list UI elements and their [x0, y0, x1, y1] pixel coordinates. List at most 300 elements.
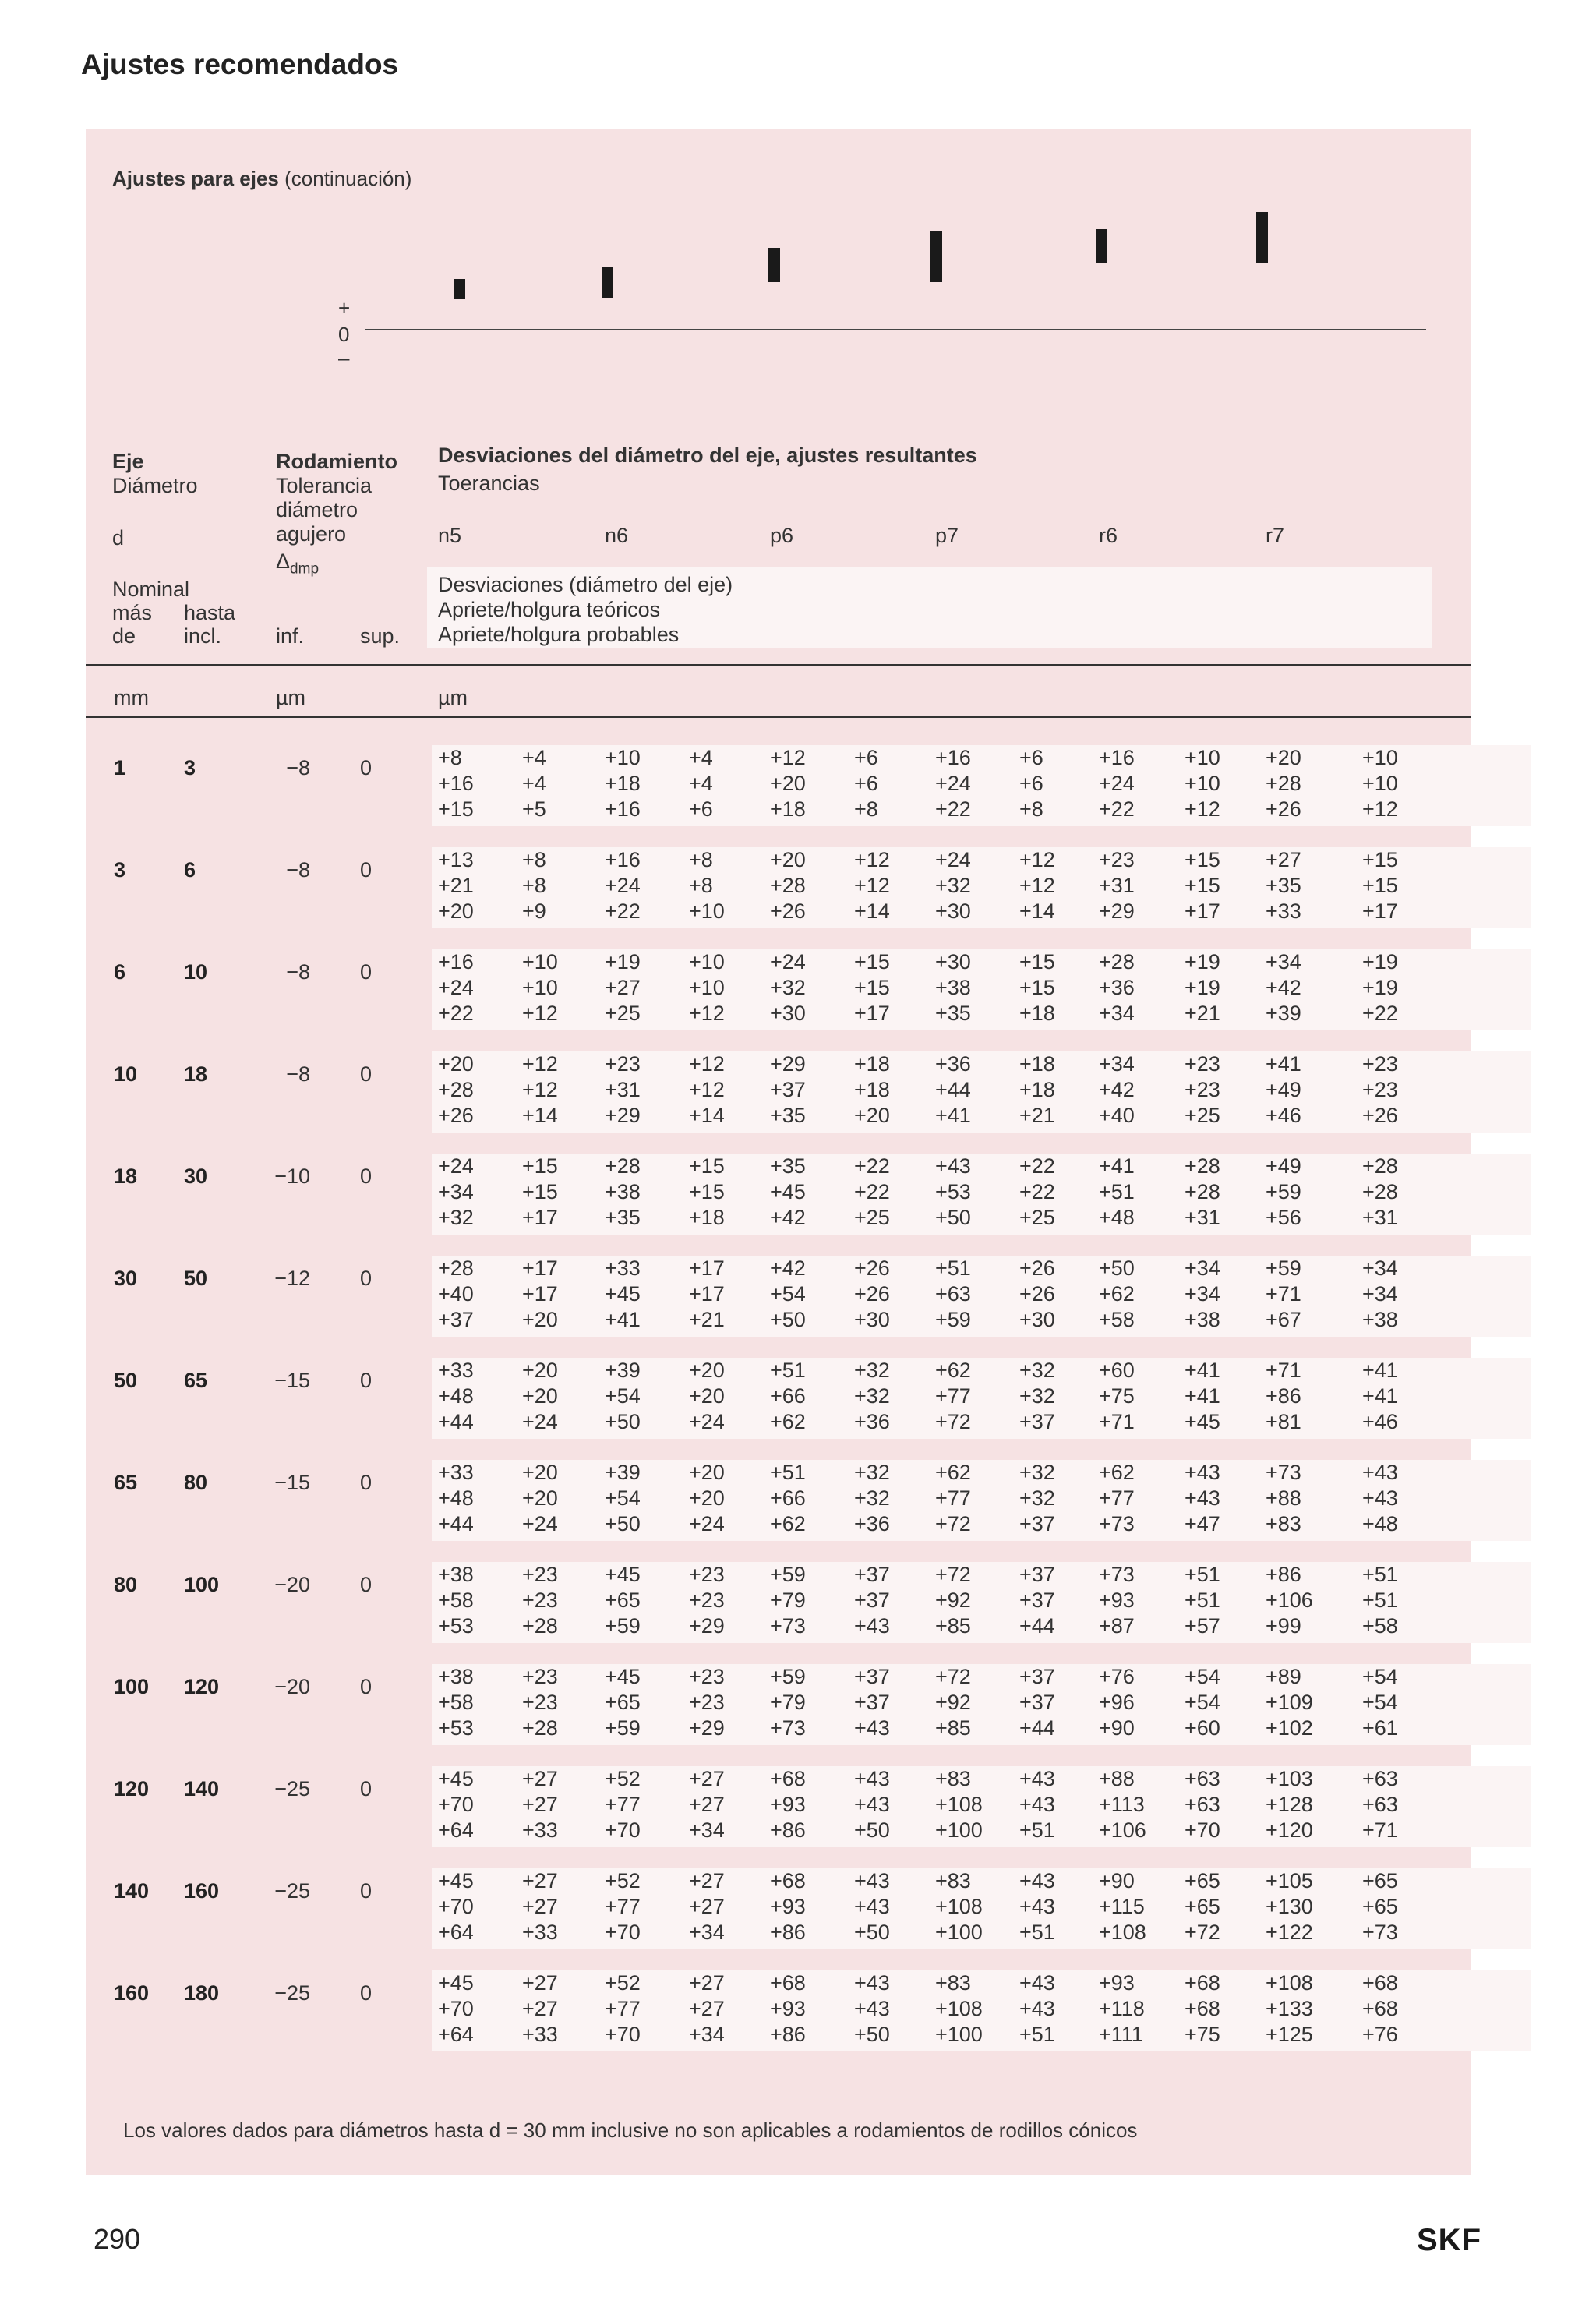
cell-value: +31 [1362, 1206, 1398, 1229]
cell-value: +43 [854, 1895, 890, 1918]
cell-value: +50 [935, 1206, 971, 1229]
bore-tolerance-inf: −10 [274, 1164, 310, 1188]
cell-value: +60 [1185, 1716, 1220, 1740]
cell-value: +111 [1099, 2023, 1143, 2046]
cell-value: +51 [1185, 1563, 1220, 1586]
table-cell [1266, 847, 1340, 924]
cell-value: +76 [1362, 2023, 1398, 2046]
cell-value: +25 [1185, 1104, 1220, 1127]
table-cell [605, 1051, 680, 1129]
cell-value: +63 [1362, 1767, 1398, 1790]
table-cell [438, 1562, 513, 1639]
cell-value: +61 [1362, 1716, 1398, 1740]
cell-value: +106 [1266, 1588, 1313, 1612]
cell-value: +8 [522, 848, 546, 871]
cell-value: +26 [1266, 797, 1301, 821]
table-cell [1266, 1154, 1340, 1231]
cell-value: +30 [1019, 1308, 1055, 1331]
cell-value: +68 [1185, 1971, 1220, 1995]
cell-value: +37 [1019, 1665, 1055, 1688]
cell-value: +50 [605, 1410, 641, 1433]
table-cell [935, 949, 1010, 1027]
cell-value: +27 [689, 1793, 725, 1816]
cell-value: +28 [522, 1614, 558, 1638]
table-cell [438, 1460, 513, 1537]
cell-value: +34 [1099, 1002, 1135, 1025]
cell-value: +22 [438, 1002, 474, 1025]
table-cell [854, 1868, 929, 1945]
unit-um-bearing: µm [276, 686, 306, 709]
tolerance-bar-n6 [602, 267, 613, 298]
cell-value: +64 [438, 2023, 474, 2046]
table-cell [1185, 1256, 1259, 1333]
table-cell [1266, 1460, 1340, 1537]
cell-value: +128 [1266, 1793, 1313, 1816]
cell-value: +6 [854, 746, 878, 769]
cell-value: +54 [770, 1282, 806, 1306]
table-cell [854, 1970, 929, 2048]
tolerance-class-p6: p6 [770, 524, 794, 547]
cell-value: +33 [438, 1461, 474, 1484]
bore-tolerance-sup: 0 [360, 1675, 373, 1698]
cell-value: +50 [854, 1818, 890, 1842]
cell-value: +41 [1362, 1384, 1398, 1408]
cell-value: +19 [1185, 976, 1220, 999]
cell-value: +90 [1099, 1716, 1135, 1740]
cell-value: +14 [854, 899, 890, 923]
table-cell [605, 847, 680, 924]
cell-value: +32 [854, 1461, 890, 1484]
cell-value: +28 [522, 1716, 558, 1740]
table-cell [770, 1051, 845, 1129]
cell-value: +8 [689, 848, 713, 871]
cell-value: +23 [1099, 848, 1135, 871]
table-cell [438, 745, 513, 822]
minus-sign: – [338, 346, 350, 369]
cell-value: +21 [689, 1308, 725, 1331]
cell-value: +51 [770, 1359, 806, 1382]
cell-value: +88 [1266, 1486, 1301, 1510]
cell-value: +20 [689, 1486, 725, 1510]
cell-value: +20 [522, 1308, 558, 1331]
cell-value: +51 [1362, 1563, 1398, 1586]
table-cell [854, 1154, 929, 1231]
cell-value: +70 [438, 1895, 474, 1918]
cell-value: +73 [770, 1614, 806, 1638]
cell-value: +66 [770, 1486, 806, 1510]
cell-value: +108 [935, 1997, 983, 2020]
cell-value: +15 [689, 1180, 725, 1203]
cell-value: +59 [1266, 1180, 1301, 1203]
cell-value: +42 [770, 1256, 806, 1280]
cell-value: +60 [1099, 1359, 1135, 1382]
cell-value: +13 [438, 848, 474, 871]
cell-value: +12 [1019, 874, 1055, 897]
cell-value: +86 [770, 2023, 806, 2046]
cell-value: +43 [854, 1971, 890, 1995]
cell-value: +12 [522, 1078, 558, 1101]
table-cell [605, 1766, 680, 1843]
cell-value: +48 [1362, 1512, 1398, 1535]
cell-value: +23 [1185, 1052, 1220, 1076]
diameter-incl: 6 [184, 858, 196, 882]
cell-value: +37 [1019, 1563, 1055, 1586]
cell-value: +26 [1362, 1104, 1398, 1127]
cell-value: +28 [438, 1256, 474, 1280]
cell-value: +120 [1266, 1818, 1313, 1842]
table-cell [770, 1766, 845, 1843]
cell-value: +20 [438, 899, 474, 923]
table-cell [935, 1358, 1010, 1435]
cell-value: +71 [1099, 1410, 1135, 1433]
cell-value: +43 [854, 1997, 890, 2020]
table-cell [689, 1051, 764, 1129]
cell-value: +24 [438, 976, 474, 999]
cell-value: +99 [1266, 1614, 1301, 1638]
table-cell [1019, 1154, 1094, 1231]
cell-value: +93 [770, 1997, 806, 2020]
table-cell [854, 745, 929, 822]
bore-tolerance-sup: 0 [360, 1164, 373, 1188]
cell-value: +6 [1019, 746, 1043, 769]
cell-value: +37 [1019, 1691, 1055, 1714]
cell-value: +23 [689, 1563, 725, 1586]
cell-value: +10 [689, 950, 725, 974]
cell-value: +10 [1362, 746, 1398, 769]
cell-value: +18 [854, 1052, 890, 1076]
cell-value: +73 [1099, 1512, 1135, 1535]
cell-value: +26 [1019, 1282, 1055, 1306]
diameter-over: 18 [114, 1164, 138, 1188]
cell-value: +19 [1362, 950, 1398, 974]
cell-value: +12 [522, 1002, 558, 1025]
cell-value: +16 [605, 848, 641, 871]
cell-value: +48 [438, 1486, 474, 1510]
zero-label: 0 [338, 323, 350, 346]
cell-value: +12 [854, 874, 890, 897]
table-cell [605, 1154, 680, 1231]
diameter-over: 30 [114, 1267, 138, 1290]
bore-tolerance-inf: −8 [286, 756, 310, 779]
cell-value: +100 [935, 2023, 983, 2046]
header-inf: inf. [276, 624, 305, 648]
table-cell [1099, 1154, 1174, 1231]
table-cell [1099, 1868, 1174, 1945]
bore-tolerance-inf: −8 [286, 960, 310, 984]
table-cell [1185, 745, 1259, 822]
cell-value: +18 [854, 1078, 890, 1101]
cell-value: +51 [1099, 1180, 1135, 1203]
diameter-incl: 140 [184, 1777, 220, 1800]
cell-value: +68 [770, 1767, 806, 1790]
cell-value: +32 [438, 1206, 474, 1229]
table-cell [1185, 1970, 1259, 2048]
cell-value: +14 [522, 1104, 558, 1127]
cell-value: +26 [854, 1282, 890, 1306]
table-cell [1099, 847, 1174, 924]
cell-value: +10 [522, 976, 558, 999]
table-cell [689, 1766, 764, 1843]
cell-value: +43 [854, 1767, 890, 1790]
cell-value: +25 [605, 1002, 641, 1025]
table-row [86, 1154, 1471, 1247]
cell-value: +8 [438, 746, 462, 769]
cell-value: +37 [854, 1588, 890, 1612]
cell-value: +103 [1266, 1767, 1313, 1790]
cell-value: +37 [854, 1563, 890, 1586]
cell-value: +4 [522, 772, 546, 795]
cell-value: +108 [1099, 1921, 1146, 1944]
cell-value: +15 [1185, 874, 1220, 897]
cell-value: +68 [1362, 1997, 1398, 2020]
cell-value: +54 [1185, 1691, 1220, 1714]
cell-value: +36 [854, 1512, 890, 1535]
cell-value: +15 [854, 950, 890, 974]
cell-value: +12 [689, 1002, 725, 1025]
cell-value: +43 [854, 1614, 890, 1638]
tolerance-bar-r7 [1256, 212, 1268, 263]
cell-value: +18 [1019, 1052, 1055, 1076]
table-cell [935, 1970, 1010, 2048]
cell-value: +62 [1099, 1282, 1135, 1306]
table-cell [1099, 1256, 1174, 1333]
cell-value: +34 [1266, 950, 1301, 974]
cell-value: +45 [605, 1282, 641, 1306]
cell-value: +72 [935, 1563, 971, 1586]
table-cell [689, 1256, 764, 1333]
table-cell [1019, 1051, 1094, 1129]
table-cell [522, 1256, 597, 1333]
tolerance-class-r7: r7 [1266, 524, 1285, 547]
cell-value: +85 [935, 1716, 971, 1740]
table-cell [1266, 745, 1340, 822]
table-cell [605, 1970, 680, 2048]
diameter-incl: 120 [184, 1675, 220, 1698]
cell-value: +28 [1099, 950, 1135, 974]
cell-value: +27 [689, 1767, 725, 1790]
cell-value: +43 [1185, 1461, 1220, 1484]
cell-value: +43 [1019, 1895, 1055, 1918]
cell-value: +36 [854, 1410, 890, 1433]
table-cell [935, 1562, 1010, 1639]
cell-value: +64 [438, 1921, 474, 1944]
table-cell [935, 745, 1010, 822]
diameter-incl: 65 [184, 1369, 208, 1392]
table-cell [1362, 1460, 1437, 1537]
table-cell [935, 1664, 1010, 1741]
table-cell [770, 1154, 845, 1231]
table-cell [1266, 1868, 1340, 1945]
diameter-over: 140 [114, 1879, 150, 1903]
cell-value: +46 [1266, 1104, 1301, 1127]
table-cell [770, 1256, 845, 1333]
cell-value: +53 [438, 1614, 474, 1638]
cell-value: +50 [854, 2023, 890, 2046]
cell-value: +44 [438, 1410, 474, 1433]
table-cell [770, 1664, 845, 1741]
diameter-over: 80 [114, 1573, 138, 1596]
cell-value: +26 [854, 1256, 890, 1280]
cell-value: +43 [854, 1793, 890, 1816]
cell-value: +73 [1099, 1563, 1135, 1586]
diameter-incl: 80 [184, 1471, 208, 1494]
table-cell [935, 1154, 1010, 1231]
cell-value: +32 [1019, 1461, 1055, 1484]
cell-value: +63 [1185, 1767, 1220, 1790]
cell-value: +38 [605, 1180, 641, 1203]
cell-value: +31 [605, 1078, 641, 1101]
cell-value: +12 [1019, 848, 1055, 871]
cell-value: +83 [935, 1971, 971, 1995]
cell-value: +20 [438, 1052, 474, 1076]
table-row [86, 1562, 1471, 1656]
table-cell [854, 1256, 929, 1333]
cell-value: +34 [689, 2023, 725, 2046]
cell-value: +12 [689, 1052, 725, 1076]
header-rodamiento: Rodamiento [276, 450, 398, 473]
cell-value: +45 [438, 1869, 474, 1892]
cell-value: +44 [1019, 1716, 1055, 1740]
cell-value: +36 [1099, 976, 1135, 999]
cell-value: +68 [1185, 1997, 1220, 2020]
cell-value: +45 [438, 1971, 474, 1995]
cell-value: +51 [1019, 2023, 1055, 2046]
cell-value: +12 [689, 1078, 725, 1101]
cell-value: +32 [935, 874, 971, 897]
cell-value: +71 [1266, 1282, 1301, 1306]
cell-value: +32 [854, 1486, 890, 1510]
table-cell [438, 1868, 513, 1945]
zero-line [365, 329, 1426, 330]
table-cell [605, 1868, 680, 1945]
cell-value: +75 [1185, 2023, 1220, 2046]
cell-value: +16 [438, 772, 474, 795]
cell-value: +41 [1266, 1052, 1301, 1076]
cell-value: +17 [1185, 899, 1220, 923]
cell-value: +17 [1362, 899, 1398, 923]
cell-value: +65 [1185, 1895, 1220, 1918]
cell-value: +9 [522, 899, 546, 923]
page-number: 290 [94, 2223, 141, 2255]
table-cell [522, 745, 597, 822]
table-row [86, 1460, 1471, 1553]
diameter-over: 3 [114, 858, 126, 882]
cell-value: +20 [522, 1359, 558, 1382]
cell-value: +21 [1185, 1002, 1220, 1025]
table-cell [854, 1766, 929, 1843]
cell-value: +24 [770, 950, 806, 974]
table-cell [1019, 1766, 1094, 1843]
cell-value: +27 [522, 1971, 558, 1995]
table-cell [689, 847, 764, 924]
cell-value: +50 [770, 1308, 806, 1331]
table-cell [1266, 1256, 1340, 1333]
cell-value: +43 [1019, 1793, 1055, 1816]
table-cell [1019, 949, 1094, 1027]
cell-value: +8 [522, 874, 546, 897]
table-cell [935, 847, 1010, 924]
table-cell [1099, 1460, 1174, 1537]
cell-value: +28 [1185, 1180, 1220, 1203]
cell-value: +62 [935, 1461, 971, 1484]
cell-value: +4 [522, 746, 546, 769]
header-incl: incl. [184, 624, 222, 648]
cell-value: +24 [522, 1512, 558, 1535]
cell-value: +29 [770, 1052, 806, 1076]
cell-value: +73 [770, 1716, 806, 1740]
cell-value: +10 [1362, 772, 1398, 795]
unit-mm: mm [114, 686, 149, 709]
cell-value: +20 [522, 1384, 558, 1408]
cell-value: +15 [1185, 848, 1220, 871]
cell-value: +105 [1266, 1869, 1313, 1892]
cell-value: +28 [770, 874, 806, 897]
cell-value: +6 [689, 797, 713, 821]
cell-value: +68 [1362, 1971, 1398, 1995]
cell-value: +133 [1266, 1997, 1313, 2020]
cell-value: +54 [1185, 1665, 1220, 1688]
table-cell [522, 1970, 597, 2048]
cell-value: +16 [438, 950, 474, 974]
table-cell [1099, 1664, 1174, 1741]
cell-value: +40 [438, 1282, 474, 1306]
cell-value: +64 [438, 1818, 474, 1842]
table-cell [605, 1358, 680, 1435]
cell-value: +16 [1099, 746, 1135, 769]
table-cell [689, 1664, 764, 1741]
header-toerancias: Toerancias [438, 472, 540, 495]
cell-value: +19 [1362, 976, 1398, 999]
cell-value: +54 [605, 1486, 641, 1510]
diameter-over: 65 [114, 1471, 138, 1494]
table-row [86, 1256, 1471, 1349]
table-cell [689, 1154, 764, 1231]
bore-tolerance-inf: −20 [274, 1573, 310, 1596]
cell-value: +42 [1266, 976, 1301, 999]
cell-value: +20 [522, 1461, 558, 1484]
cell-value: +59 [770, 1665, 806, 1688]
cell-value: +16 [605, 797, 641, 821]
cell-value: +92 [935, 1588, 971, 1612]
table-cell [1019, 1664, 1094, 1741]
cell-value: +56 [1266, 1206, 1301, 1229]
diameter-incl: 30 [184, 1164, 208, 1188]
cell-value: +14 [1019, 899, 1055, 923]
cell-value: +65 [605, 1588, 641, 1612]
cell-value: +10 [522, 950, 558, 974]
cell-value: +24 [605, 874, 641, 897]
diameter-over: 10 [114, 1062, 138, 1086]
table-cell [1019, 1358, 1094, 1435]
table-cell [522, 1358, 597, 1435]
cell-value: +86 [1266, 1384, 1301, 1408]
cell-value: +43 [854, 1716, 890, 1740]
cell-value: +43 [1019, 1767, 1055, 1790]
bore-tolerance-inf: −8 [286, 858, 310, 882]
cell-value: +30 [854, 1308, 890, 1331]
table-cell [1185, 1868, 1259, 1945]
cell-value: +75 [1099, 1384, 1135, 1408]
cell-value: +37 [770, 1078, 806, 1101]
table-cell [1099, 745, 1174, 822]
table-cell [854, 1562, 929, 1639]
cell-value: +23 [689, 1665, 725, 1688]
cell-value: +41 [1099, 1154, 1135, 1178]
cell-value: +35 [605, 1206, 641, 1229]
cell-value: +100 [935, 1921, 983, 1944]
plus-sign: + [338, 296, 351, 320]
cell-value: +15 [1362, 848, 1398, 871]
